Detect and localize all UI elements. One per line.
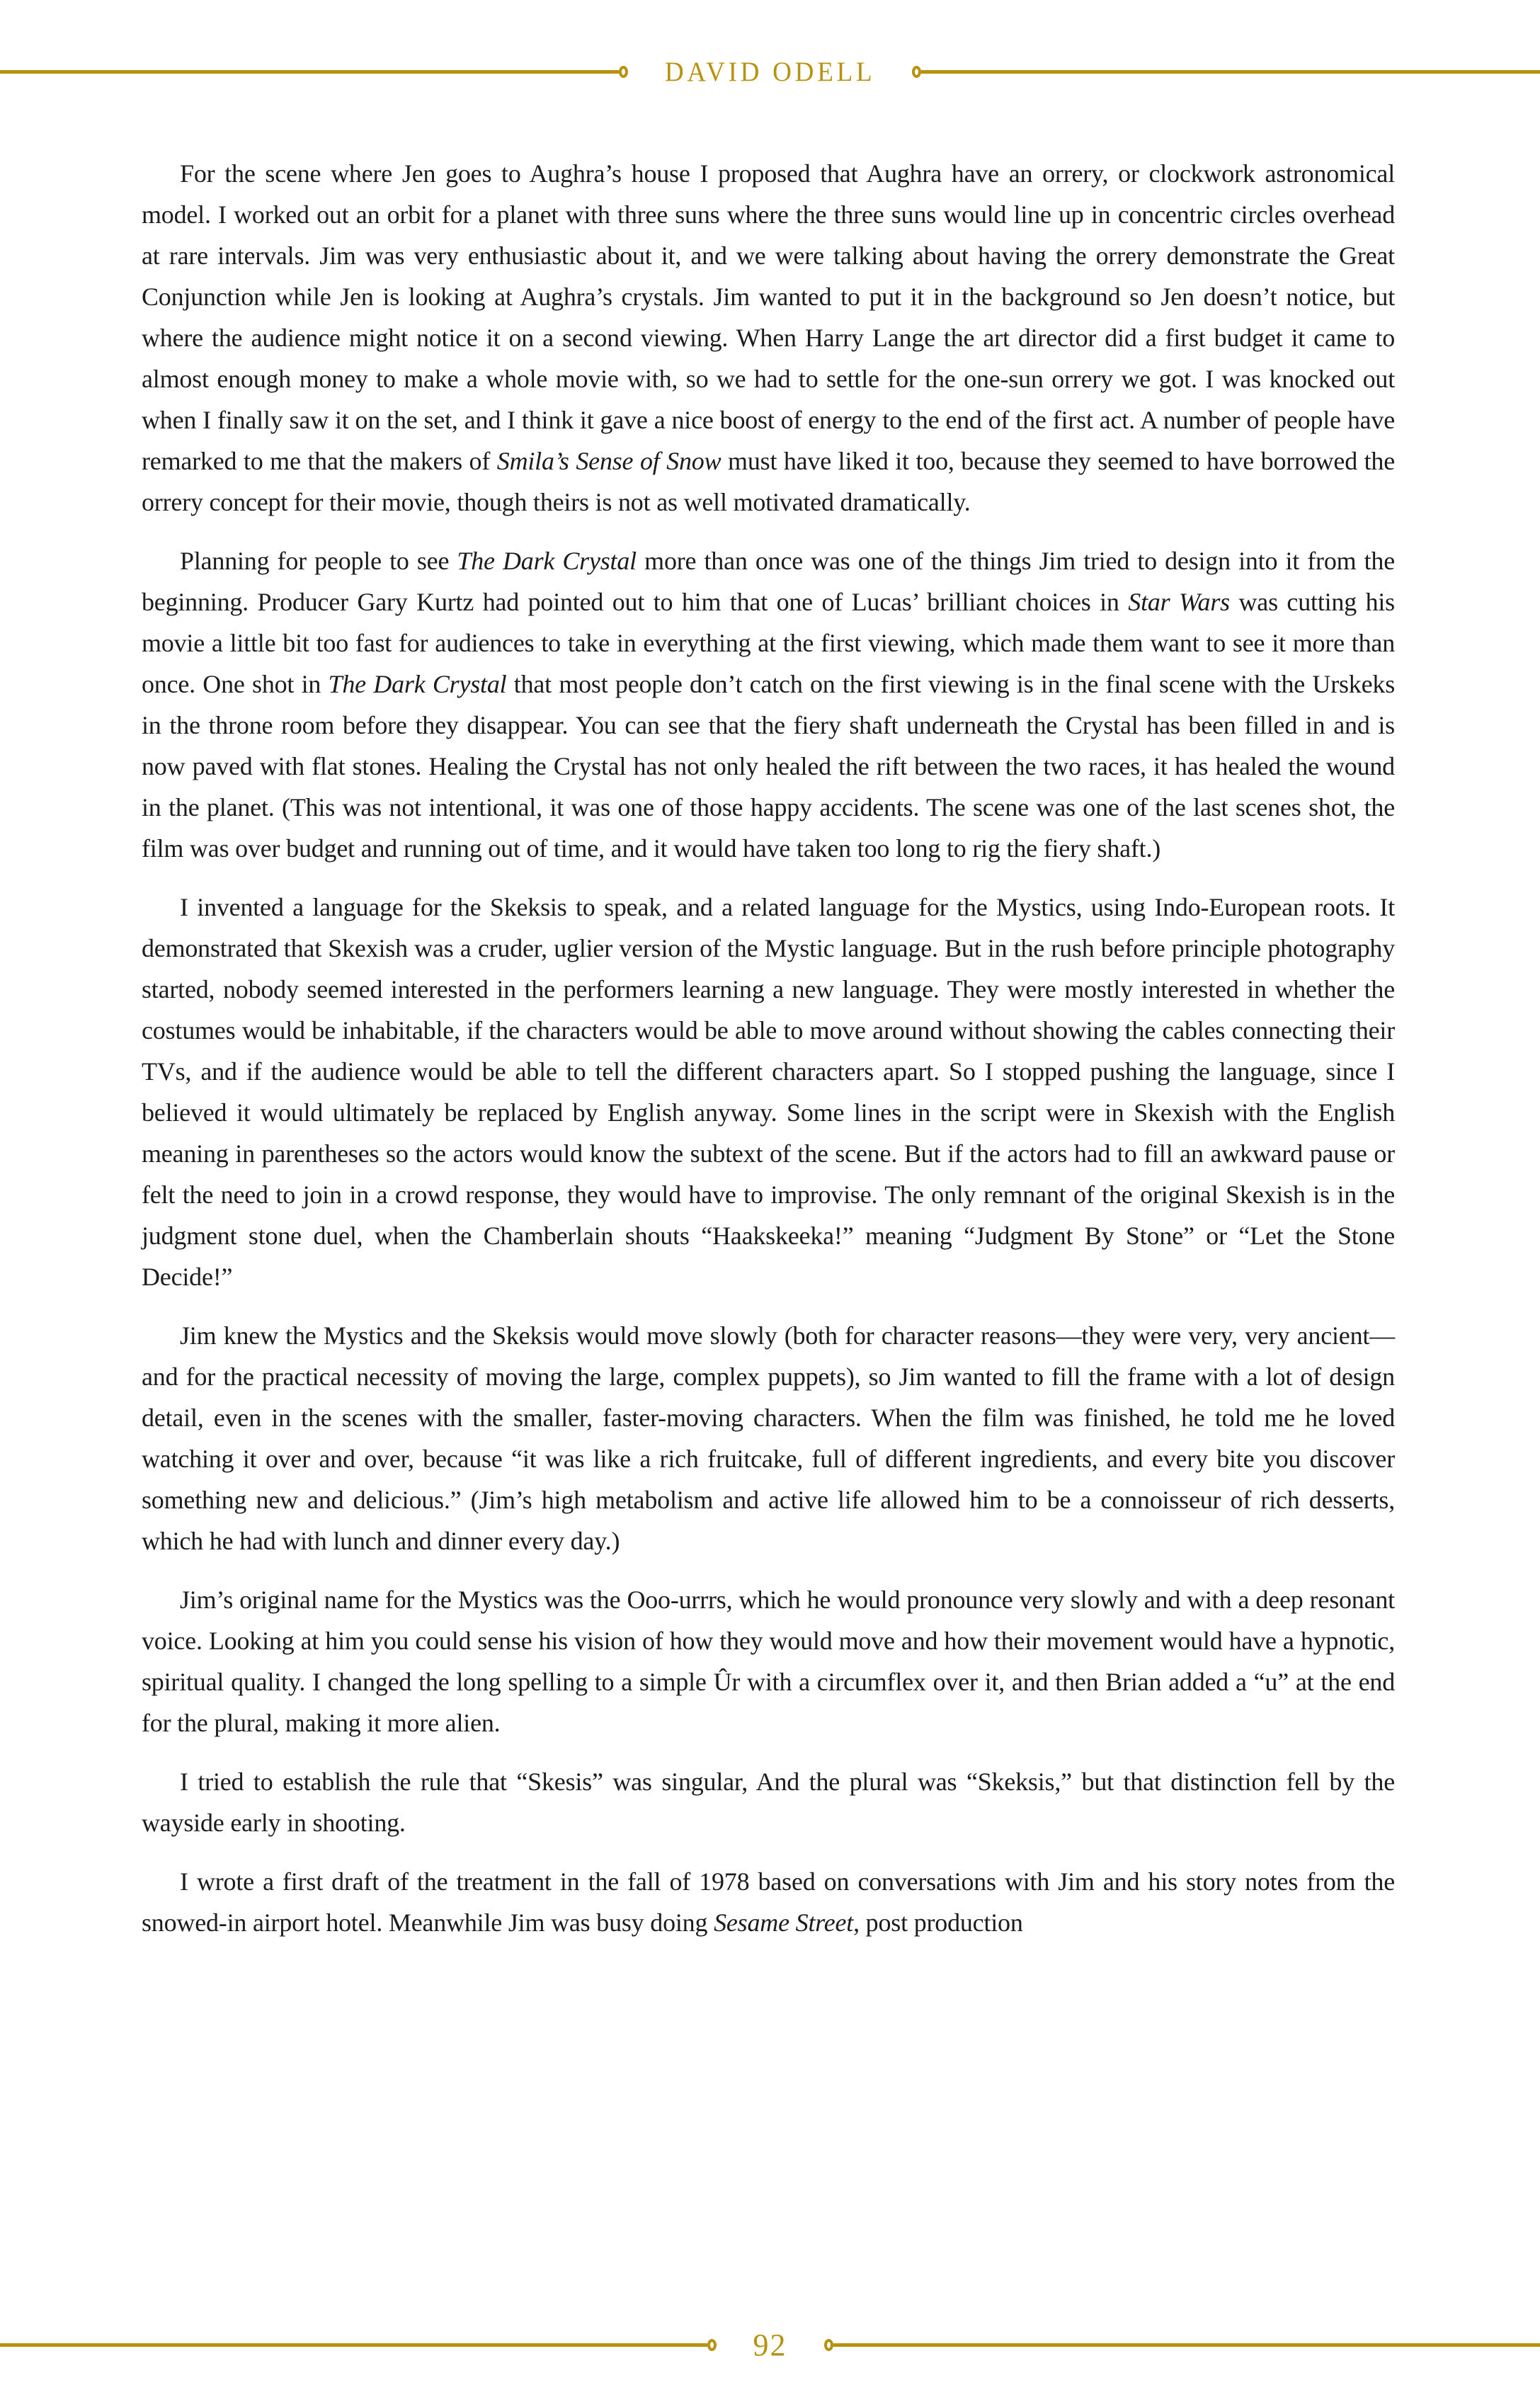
italic-work-title: Star Wars (1128, 588, 1230, 616)
body-text-run: For the scene where Jen goes to Aughra’s house I proposed that Aughra have an orrery, or clockwork astronomical model. I worked out an orbit for a planet with three suns where the three suns would line up in concentric circles overhead at rare intervals. Jim was very enthusiastic about it, and we were talking about having the orrery demonstrate the Great Conjunction while Jen is looking at Aughra’s crystals. Jim wanted to put it in the background so Jen doesn’t notice, but where the audience might notice it on a second viewing. When Harry Lange the art director did a first budget it came to almost enough money to make a whole movie with, so we had to settle for the one-sun orrery we got. I was knocked out when I finally saw it on the set, and I think it gave a nice boost of energy to the end of the first act. A number of people have remarked to me that the makers of (142, 159, 1395, 475)
body-text-run: I wrote a first draft of the treatment in the fall of 1978 based on conversations with Jim and his story notes from the snowed-in airport hotel. Meanwhile Jim was busy doing (142, 1867, 1395, 1937)
footer-ornament-circle-right (824, 2339, 833, 2351)
body-text-run: I tried to establish the rule that “Skesis” was singular, And the plural was “Skeksis,” but that distinction fell by the wayside early in shooting. (142, 1768, 1395, 1837)
page-number: 92 (753, 2327, 787, 2362)
page-header (0, 45, 1540, 98)
running-head-author: DAVID ODELL (664, 56, 876, 87)
footer-ornament-circle-left (707, 2339, 717, 2351)
body-text-run: Jim’s original name for the Mystics was the Ooo-urrrs, which he would pronounce very slowly and with a deep resonant voice. Looking at him you could sense his vision of how they would move and how their movement would have a hypnotic, spiritual quality. I changed the long spelling to a simple Ûr with a circumflex over it, and then Brian added a “u” at the end for the plural, making it more alien. (142, 1586, 1395, 1737)
italic-work-title: Sesame Street (714, 1908, 854, 1937)
header-ornament-circle-right (912, 66, 921, 78)
page-footer (0, 2318, 1540, 2372)
paragraph (142, 1761, 1395, 1843)
body-text-run: Jim knew the Mystics and the Skeksis would move slowly (both for character reasons—they were very, very ancient—and for the practical necessity of moving the large, complex puppets), so Jim wanted to fill the frame with a lot of design detail, even in the scenes with the smaller, faster-moving characters. When the film was finished, he told me he loved watching it over and over, because “it was like a rich fruitcake, full of different ingredients, and every bite you discover something new and delicious.” (Jim’s high metabolism and active life allowed him to be a connoisseur of rich desserts, which he had with lunch and dinner every day.) (142, 1321, 1395, 1555)
header-ornament-circle-left (619, 66, 628, 78)
paragraph (142, 1579, 1395, 1743)
body-text-run: , post production (853, 1908, 1023, 1937)
italic-work-title: Smila’s Sense of Snow (496, 447, 721, 475)
body-text-run: must have liked it too, because they seemed to have borrowed the orrery concept for their movie, though theirs is not as well motivated dramatically. (142, 447, 1395, 516)
footer-rule-right (833, 2343, 1540, 2347)
header-rule-right (921, 70, 1540, 74)
footer-rule-left (0, 2343, 707, 2347)
paragraph (142, 1315, 1395, 1561)
body-text-run: more than once was one of the things Jim tried to design into it from the beginning. Producer Gary Kurtz had pointed out to him that one of Lucas’ brilliant choices in (142, 547, 1395, 616)
body-text-run: that most people don’t catch on the first viewing is in the final scene with the Urskeks in the throne room before they disappear. You can see that the fiery shaft underneath the Crystal has been filled in and is now paved with flat stones. Healing the Crystal has not only healed the rift between the two races, it has healed the wound in the planet. (This was not intentional, it was one of those happy accidents. The scene was one of the last scenes shot, the film was over budget and running out of time, and it would have taken too long to rig the fiery shaft.) (142, 670, 1395, 863)
italic-work-title: The Dark Crystal (328, 670, 507, 698)
body-text-run: was cutting his movie a little bit too fast for audiences to take in everything at the first viewing, which made them want to see it more than once. One shot in (142, 588, 1395, 698)
header-rule-left (0, 70, 619, 74)
paragraph (142, 887, 1395, 1297)
body-text-run: I invented a language for the Skeksis to speak, and a related language for the Mystics, using Indo-European roots. It demonstrated that Skexish was a cruder, uglier version of the Mystic language. But in the rush before principle photography started, nobody seemed interested in the performers learning a new language. They were mostly interested in whether the costumes would be inhabitable, if the characters would be able to move around without showing the cables connecting their TVs, and if the audience would be able to tell the different characters apart. So I stopped pushing the language, since I believed it would ultimately be replaced by English anyway. Some lines in the script were in Skexish with the English meaning in parentheses so the actors would know the subtext of the scene. But if the actors had to fill an awkward pause or felt the need to join in a crowd response, they would have to improvise. The only remnant of the original Skexish is in the judgment stone duel, when the Chamberlain shouts “Haakskeeka!” meaning “Judgment By Stone” or “Let the Stone Decide!” (142, 893, 1395, 1291)
article (142, 153, 1395, 1961)
italic-work-title: The Dark Crystal (457, 547, 637, 575)
paragraph (142, 1861, 1395, 1943)
paragraph (142, 540, 1395, 869)
paragraph (142, 153, 1395, 523)
body-text-run: Planning for people to see (180, 547, 457, 575)
